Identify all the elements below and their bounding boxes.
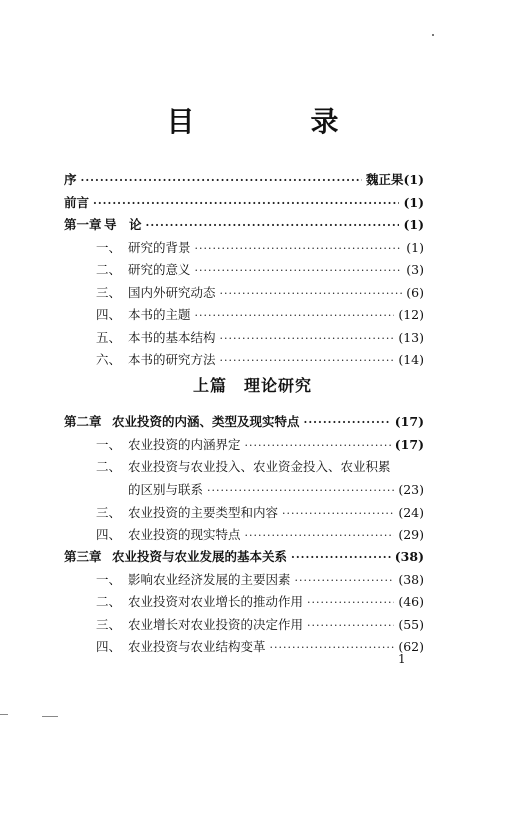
section-number: 六、 [96, 352, 122, 367]
dot-leader [195, 264, 403, 277]
section-title: 农业增长对农业投资的决定作用 [128, 617, 304, 632]
section-page: (12) [398, 307, 424, 322]
toc-section[interactable] [96, 350, 424, 370]
dot-leader [307, 596, 394, 609]
chapter-title: 导 论 [104, 217, 142, 232]
toc-section[interactable] [96, 503, 424, 523]
section-page: (55) [398, 617, 424, 632]
section-page: (46) [398, 594, 424, 609]
chapter-page: (17) [394, 414, 424, 429]
toc-section[interactable] [96, 570, 424, 590]
section-number: 四、 [96, 527, 122, 542]
section-title: 本书的研究方法 [128, 352, 216, 367]
toc-entry-page: (1) [403, 195, 424, 210]
toc-chapter-1[interactable] [64, 215, 424, 235]
chapter-title: 农业投资与农业发展的基本关系 [112, 549, 288, 564]
chapter-page: (38) [394, 549, 424, 564]
toc-section[interactable] [96, 260, 424, 280]
toc-section[interactable] [96, 305, 424, 325]
section-title: 农业投资的现实特点 [128, 527, 241, 542]
section-number: 三、 [96, 505, 122, 520]
section-title: 农业投资与农业投入、农业资金投入、农业积累 [128, 459, 391, 474]
scan-speck [432, 34, 434, 36]
dot-leader [270, 641, 395, 654]
toc-chapter-2[interactable] [64, 412, 424, 432]
part-heading: 上篇 理论研究 [192, 376, 312, 395]
section-number: 五、 [96, 330, 122, 345]
scan-mark [0, 714, 8, 715]
section-number: 三、 [96, 285, 122, 300]
toc-section[interactable] [96, 435, 424, 455]
dot-leader [220, 287, 403, 300]
dot-leader [291, 551, 391, 564]
dot-leader [220, 332, 395, 345]
section-title: 的区别与联系 [128, 482, 204, 497]
section-number: 一、 [96, 572, 122, 587]
section-number: 三、 [96, 617, 122, 632]
toc-section[interactable] [96, 615, 424, 635]
toc-chapter-3[interactable] [64, 547, 424, 567]
section-title: 研究的背景 [128, 240, 191, 255]
section-title: 农业投资对农业增长的推动作用 [128, 594, 304, 609]
scan-mark [42, 716, 58, 717]
toc-entry-page: 魏正果(1) [365, 172, 424, 187]
section-number: 一、 [96, 437, 122, 452]
chapter-number: 第三章 [64, 549, 102, 564]
dot-leader [195, 309, 395, 322]
section-page: (6) [406, 285, 424, 300]
toc-entry-label: 序 [64, 172, 77, 187]
toc-section[interactable] [96, 238, 424, 258]
toc-section[interactable] [96, 525, 424, 545]
chapter-page: (1) [403, 217, 424, 232]
section-number: 二、 [96, 459, 122, 474]
section-page: (29) [398, 527, 424, 542]
section-number: 二、 [96, 594, 122, 609]
toc-section[interactable] [96, 592, 424, 612]
section-number: 四、 [96, 307, 122, 322]
dot-leader [146, 219, 400, 232]
section-page: (62) [398, 639, 424, 654]
toc-section[interactable] [96, 457, 424, 477]
toc-section[interactable] [96, 328, 424, 348]
chapter-title: 农业投资的内涵、类型及现实特点 [112, 414, 300, 429]
section-page: (13) [398, 330, 424, 345]
toc-entry-foreword[interactable] [64, 193, 424, 213]
section-title: 农业投资的主要类型和内容 [128, 505, 279, 520]
section-number: 一、 [96, 240, 122, 255]
toc-section[interactable] [96, 283, 424, 303]
page-number: 1 [398, 652, 406, 666]
section-page: (24) [398, 505, 424, 520]
dot-leader [245, 439, 391, 452]
dot-leader [282, 507, 394, 520]
dot-leader [207, 484, 394, 497]
dot-leader [93, 197, 399, 210]
section-title: 研究的意义 [128, 262, 191, 277]
section-title: 国内外研究动态 [128, 285, 216, 300]
section-page: (38) [398, 572, 424, 587]
section-page: (17) [394, 437, 424, 452]
section-page: (3) [406, 262, 424, 277]
toc-entry-preface[interactable] [64, 170, 424, 190]
chapter-number: 第二章 [64, 414, 102, 429]
section-title: 本书的基本结构 [128, 330, 216, 345]
dot-leader [81, 174, 362, 187]
toc-title: 目 录 [166, 105, 383, 138]
section-title: 本书的主题 [128, 307, 191, 322]
chapter-number: 第一章 [64, 217, 102, 232]
toc-section-continued[interactable] [128, 480, 424, 500]
section-page: (23) [398, 482, 424, 497]
toc-section[interactable] [96, 637, 424, 657]
section-number: 四、 [96, 639, 122, 654]
toc-entry-label: 前言 [64, 195, 90, 210]
dot-leader [295, 574, 395, 587]
section-title: 农业投资的内涵界定 [128, 437, 241, 452]
dot-leader [307, 619, 394, 632]
dot-leader [245, 529, 395, 542]
dot-leader [304, 416, 391, 429]
section-page: (14) [398, 352, 424, 367]
section-title: 影响农业经济发展的主要因素 [128, 572, 291, 587]
section-title: 农业投资与农业结构变革 [128, 639, 266, 654]
section-page: (1) [406, 240, 424, 255]
dot-leader [195, 242, 403, 255]
section-number: 二、 [96, 262, 122, 277]
dot-leader [220, 354, 395, 367]
